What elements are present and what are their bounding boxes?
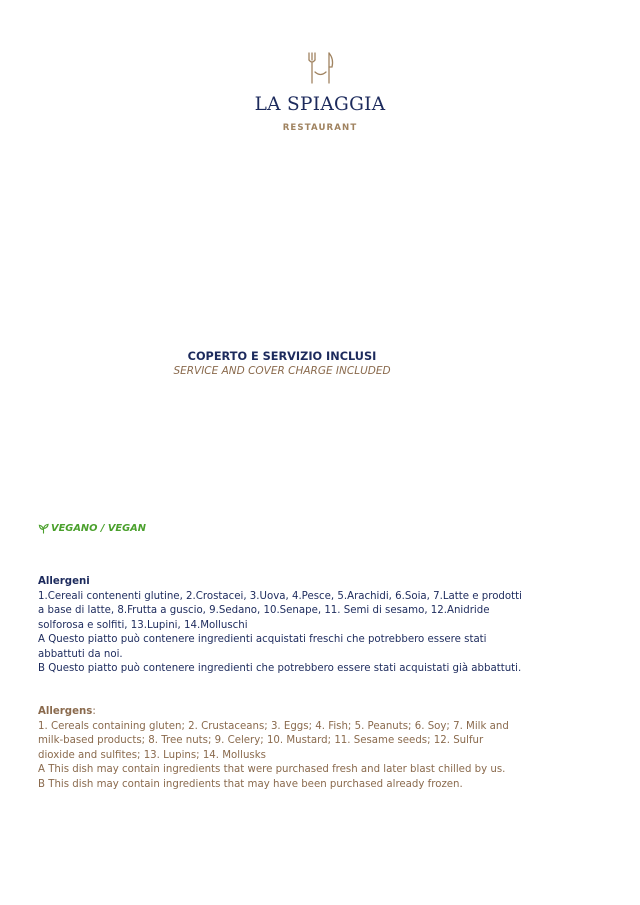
allergens-italian-note-b: B Questo piatto può contenere ingredienti che potrebbero essere stati acquistati già abbattuti.	[38, 663, 522, 674]
cutlery-smile-icon	[302, 50, 338, 86]
allergens-italian-note-a: A Questo piatto può contenere ingredienti acquistati freschi che potrebbero essere stati abbattuti da noi.	[38, 634, 487, 660]
cover-charge-notice	[164, 349, 400, 379]
allergens-english	[38, 705, 523, 792]
allergens-english-title: Allergens	[38, 706, 93, 717]
allergens-italian-list: 1.Cereali contenenti glutine, 2.Crostacei, 3.Uova, 4.Pesce, 5.Arachidi, 6.Soia, 7.Latte e prodotti a base di latte, 8.Frutta a guscio, 9.Sedano, 10.Senape, 11. Semi di sesamo, 12.Anidride solforosa e solfiti, 13.Lupini, 14.Molluschi	[38, 590, 522, 631]
restaurant-logo	[0, 50, 640, 133]
sprout-icon	[38, 523, 49, 534]
cover-charge-italian: COPERTO E SERVIZIO INCLUSI	[187, 350, 377, 363]
allergens-italian-title: Allergeni	[38, 576, 90, 587]
restaurant-name: LA SPIAGGIA	[254, 94, 386, 115]
vegan-legend	[38, 523, 146, 534]
vegan-label: VEGANO / VEGAN	[51, 523, 146, 534]
allergens-english-title-colon: :	[92, 706, 96, 717]
allergens-english-heading	[38, 705, 523, 720]
allergens-english-note-a: A This dish may contain ingredients that were purchased fresh and later blast chilled by us.	[38, 764, 506, 775]
restaurant-subtitle: RESTAURANT	[282, 123, 358, 133]
allergens-english-list: 1. Cereals containing gluten; 2. Crustaceans; 3. Eggs; 4. Fish; 5. Peanuts; 6. Soy; 7. Milk and milk-based products; 8. Tree nuts; 9. Celery; 10. Mustard; 11. Sesame seeds; 12. Sulfur dioxide and sulfites; 13. Lupins; 14. Mollusks	[38, 720, 509, 761]
cover-charge-english: SERVICE AND COVER CHARGE INCLUDED	[173, 365, 391, 377]
allergens-italian	[38, 575, 523, 677]
allergens-english-note-b: B This dish may contain ingredients that may have been purchased already frozen.	[38, 778, 463, 790]
